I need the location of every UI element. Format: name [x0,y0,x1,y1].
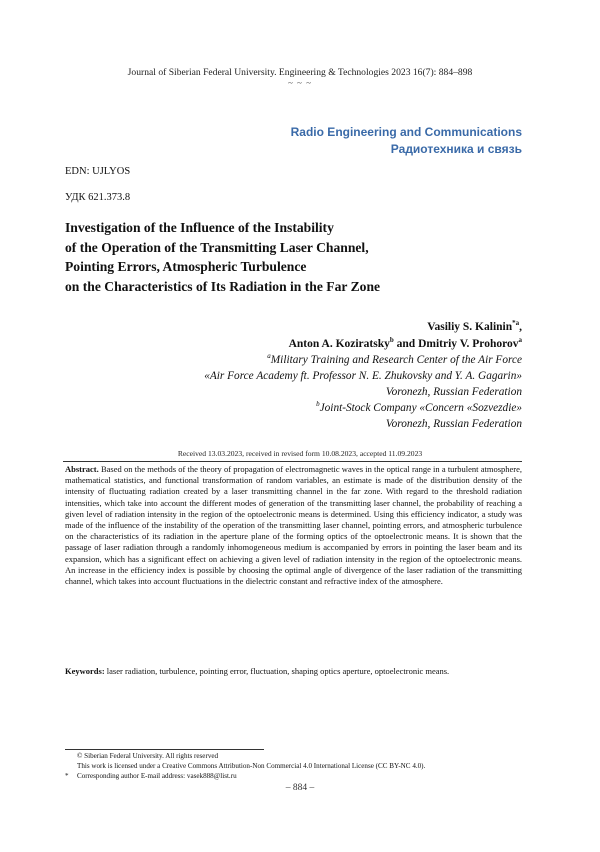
footnote-star: * [65,772,69,780]
copyright-note: © Siberian Federal University. All rights reserved [77,752,219,760]
abstract-text: Based on the methods of the theory of propagation of electromagnetic waves in the optical range in a turbulent atmosphere, mathematical statistics, and functional transformation of random variables, an estimate is made of the distribution density of the intensity of fluctuating radiation created by a laser transmitting channel in the far zone. With regard to the threshold radiation intensities, which take into account the different modes of generation of the transmitting laser channel, the probability of reaching a given level of radiation intensity in the region of the optoelectronic means is determined. Using this efficiency indicator, a study was made of the influence of the instability of the operation of the transmitting laser channel, pointing errors, and atmospheric turbulence on the characteristics of its radiation in the aperture plane of the forming optics of the optoelectronic means. It is shown that the passage of laser radiation through a randomly inhomogeneous medium is accompanied by errors in pointing the laser beam and its expansion, which has a significant effect on achieving a given level of radiation intensity in the region of the optoelectronic means. An increase in the efficiency index is possible by choosing the optimal angle of divergence of the laser radiation of the transmitting channel, which takes into account fluctuations in the dielectric constant and refractive index of the atmosphere. [65,464,523,587]
section-title-en: Radio Engineering and Communications [290,125,522,139]
affiliation-line: Voronezh, Russian Federation [385,386,522,398]
author-list [289,319,522,353]
title-line: Investigation of the Influence of the Instability [65,220,334,235]
author-sup: b [389,336,394,345]
affiliation-line: Voronezh, Russian Federation [385,418,522,430]
keywords-text: laser radiation, turbulence, pointing error, fluctuation, shaping optics aperture, optoelectronic means. [106,666,450,676]
abstract-divider [63,461,522,462]
udk-code: УДК 621.373.8 [65,192,131,203]
footnote-divider [65,749,264,750]
corresponding-note [65,772,237,781]
license-note: This work is licensed under a Creative Commons Attribution-Non Commercial 4.0 International License (CC BY-NC 4.0). [77,762,426,770]
affiliation-text: Military Training and Research Center of the Air Force [270,354,522,366]
affiliations [204,352,522,432]
author-name: Dmitriy V. Prohorov [418,338,519,350]
edn-code: EDN: UJLYOS [65,166,131,177]
abstract-label: Abstract. [65,464,99,474]
header-ornament: ~ ~ ~ [287,78,313,88]
paper-title [65,218,535,296]
author-sup: a [518,336,522,345]
affiliation-line: «Air Force Academy ft. Professor N. E. Zhukovsky and Y. A. Gagarin» [204,370,522,382]
author-sup: *a [512,319,520,328]
page-number: – 884 – [285,783,315,793]
affiliation-sup: b [316,400,320,409]
title-line: on the Characteristics of Its Radiation in the Far Zone [65,278,381,294]
affiliation-text: Joint-Stock Company «Concern «Sozvezdie» [319,402,522,414]
corresponding-text: Corresponding author E-mail address: vasek888@list.ru [77,772,237,780]
affiliation-line [204,400,522,416]
affiliation-line [204,352,522,368]
section-title-ru: Радиотехника и связь [390,142,522,156]
keywords [65,666,522,677]
abstract [65,464,522,587]
author-name: Vasiliy S. Kalinin [427,321,513,333]
author-line: Vasiliy S. Kalinin$^{*a}$, [427,319,522,333]
affiliation-sup: a [267,352,271,361]
received-dates: Received 13.03.2023, received in revised form 10.08.2023, accepted 11.09.2023 [177,449,423,458]
title-line: Pointing Errors, Atmospheric Turbulence [65,259,307,274]
author-line [289,336,522,353]
keywords-label: Keywords: [65,666,105,676]
title-line: of the Operation of the Transmitting Laser Channel, [65,239,369,255]
journal-header: Journal of Siberian Federal University. Engineering & Technologies 2023 16(7): 884–898 [127,67,473,78]
author-name: Anton A. Koziratsky [288,338,390,350]
author-and: and [393,338,419,350]
